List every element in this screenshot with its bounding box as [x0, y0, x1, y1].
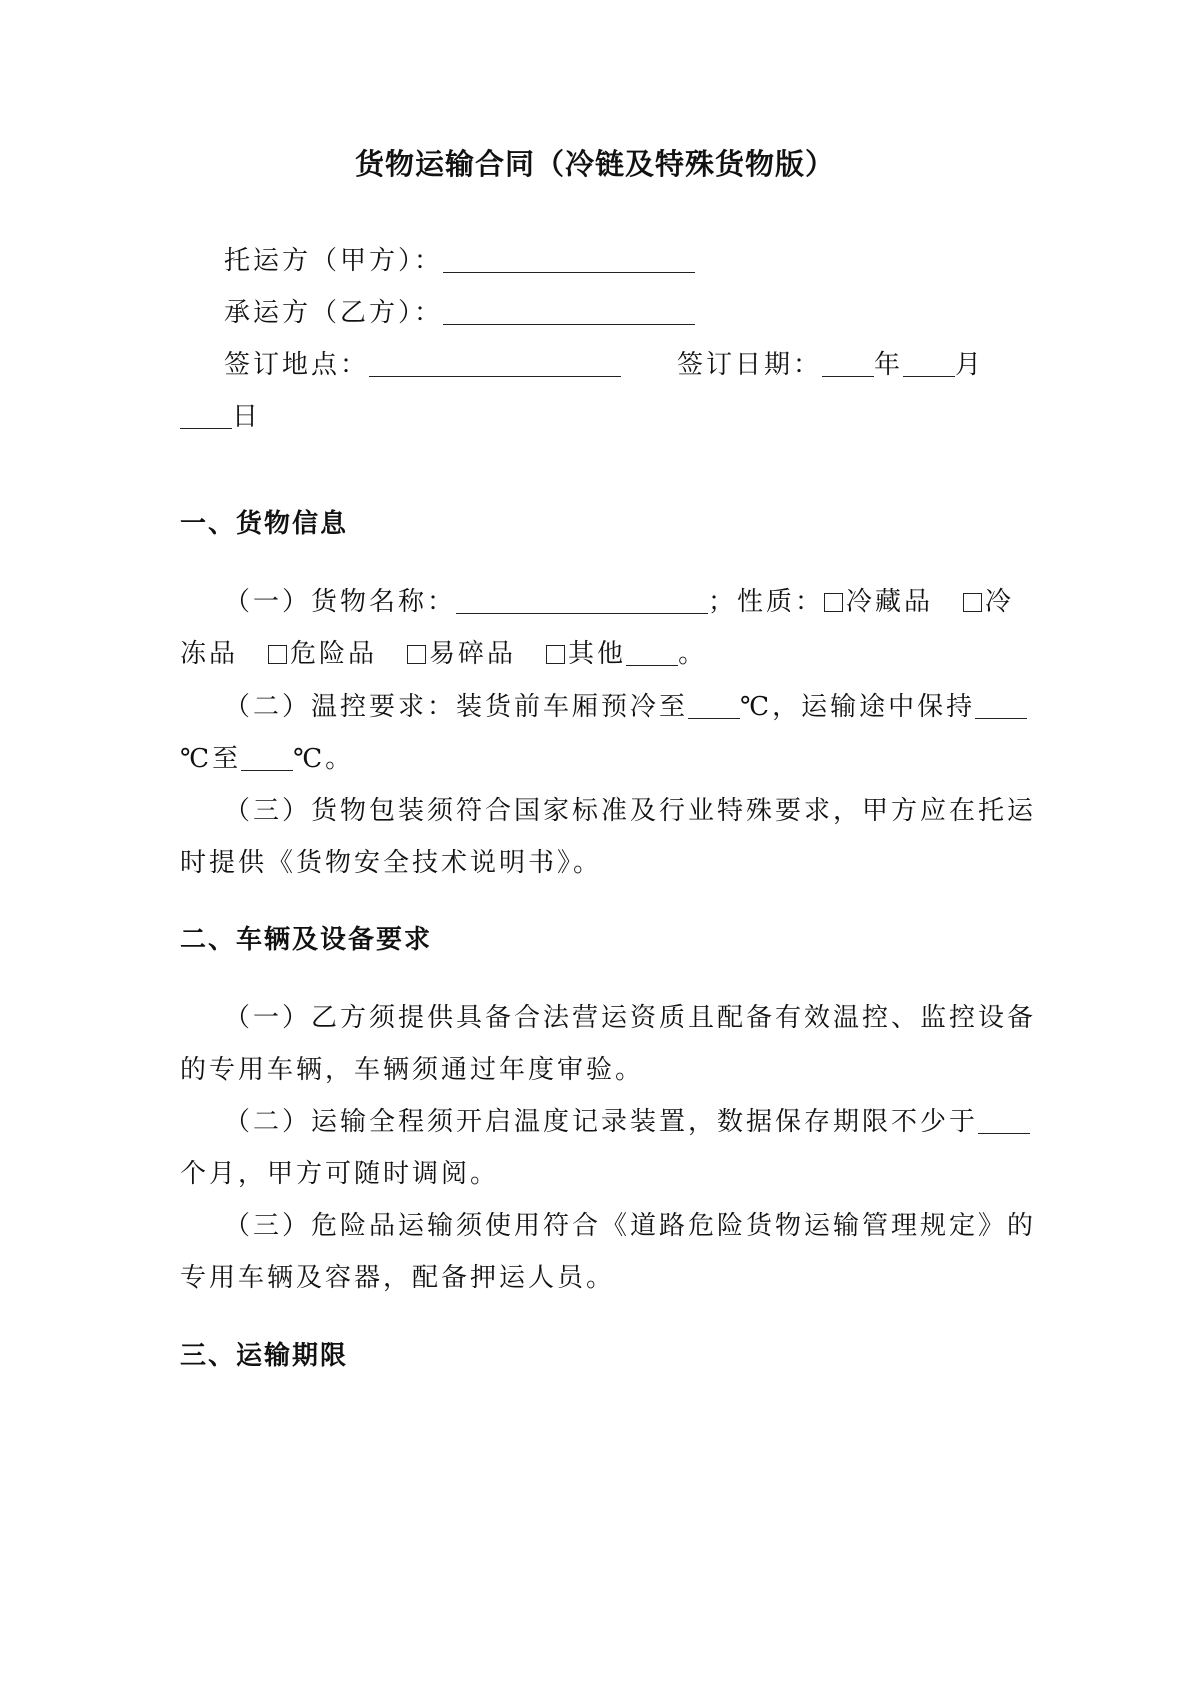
s1-item1-prefix: （一）货物名称：: [224, 587, 457, 617]
shipper-label: 托运方（甲方）：: [224, 246, 444, 276]
carrier-blank[interactable]: [443, 298, 695, 325]
s1-item2-prefix: （二）温控要求：装货前车厢预冷至: [224, 692, 689, 722]
s1-item3-line1: （三）货物包装须符合国家标准及行业特殊要求，甲方应在托运: [224, 796, 1037, 826]
month-label: 月: [955, 350, 985, 380]
checkbox-refrigerated[interactable]: [824, 593, 843, 612]
record-months-blank[interactable]: [978, 1107, 1030, 1134]
carrier-line: [224, 295, 1044, 331]
day-blank[interactable]: [180, 402, 232, 429]
year-blank[interactable]: [822, 350, 874, 377]
s2-item2-line2: 个月，甲方可随时调阅。: [180, 1159, 500, 1189]
s1-item1-end: 。: [678, 639, 708, 669]
s1-item2-c-to: ℃至: [180, 744, 242, 774]
section-2-heading: 二、车辆及设备要求: [180, 925, 433, 955]
year-label: 年: [874, 350, 904, 380]
s2-item2-line1: [224, 1104, 1044, 1140]
sign-place-label: 签订地点：: [224, 350, 370, 380]
cargo-name-blank[interactable]: [456, 587, 708, 614]
checkbox-dangerous[interactable]: [268, 645, 287, 664]
label-dangerous: 危险品: [290, 639, 378, 669]
temp-min-blank[interactable]: [975, 692, 1027, 719]
s2-item1-line2: 的专用车辆，车辆须通过年度审验。: [180, 1055, 645, 1085]
shipper-blank[interactable]: [443, 246, 695, 273]
label-frozen-part2: 冻品: [180, 639, 239, 669]
s2-item2-text: （二）运输全程须开启温度记录装置，数据保存期限不少于: [224, 1107, 979, 1137]
section-3-heading: 三、运输期限: [180, 1341, 349, 1371]
label-frozen-part1: 冷: [985, 587, 1015, 617]
sign-date-label: 签订日期：: [677, 350, 823, 380]
checkbox-other[interactable]: [546, 645, 565, 664]
s1-item2-line1: [224, 689, 1044, 725]
temp-max-blank[interactable]: [241, 744, 293, 771]
s1-item1-nature-label: ；性质：: [708, 587, 825, 617]
s1-item2-end: ℃。: [293, 744, 355, 774]
section-1-heading: 一、货物信息: [180, 509, 349, 539]
checkbox-frozen[interactable]: [963, 593, 982, 612]
checkbox-fragile[interactable]: [407, 645, 426, 664]
s2-item3-line1: （三）危险品运输须使用符合《道路危险货物运输管理规定》的: [224, 1211, 1037, 1241]
label-fragile: 易碎品: [429, 639, 517, 669]
s1-item1-line1: [224, 584, 1044, 620]
s2-item3-line2: 专用车辆及容器，配备押运人员。: [180, 1263, 616, 1293]
s1-item2-line2: [180, 741, 1000, 777]
day-label: 日: [232, 402, 262, 432]
other-blank[interactable]: [626, 639, 678, 666]
carrier-label: 承运方（乙方）：: [224, 298, 444, 328]
sign-info-line: [224, 347, 1044, 383]
s1-item3-line2: 时提供《货物安全技术说明书》。: [180, 848, 603, 878]
s1-item2-mid: ℃，运输途中保持: [740, 692, 976, 722]
sign-day-line: [180, 399, 1000, 435]
month-blank[interactable]: [903, 350, 955, 377]
label-other: 其他: [568, 639, 627, 669]
s1-item1-line2: [180, 636, 1000, 672]
sign-place-blank[interactable]: [369, 350, 621, 377]
s2-item1-line1: （一）乙方须提供具备合法营运资质且配备有效温控、监控设备: [224, 1003, 1037, 1033]
label-refrigerated: 冷藏品: [846, 587, 934, 617]
document-title: 货物运输合同（冷链及特殊货物版）: [354, 147, 835, 181]
precool-temp-blank[interactable]: [688, 692, 740, 719]
shipper-line: [224, 243, 1044, 279]
